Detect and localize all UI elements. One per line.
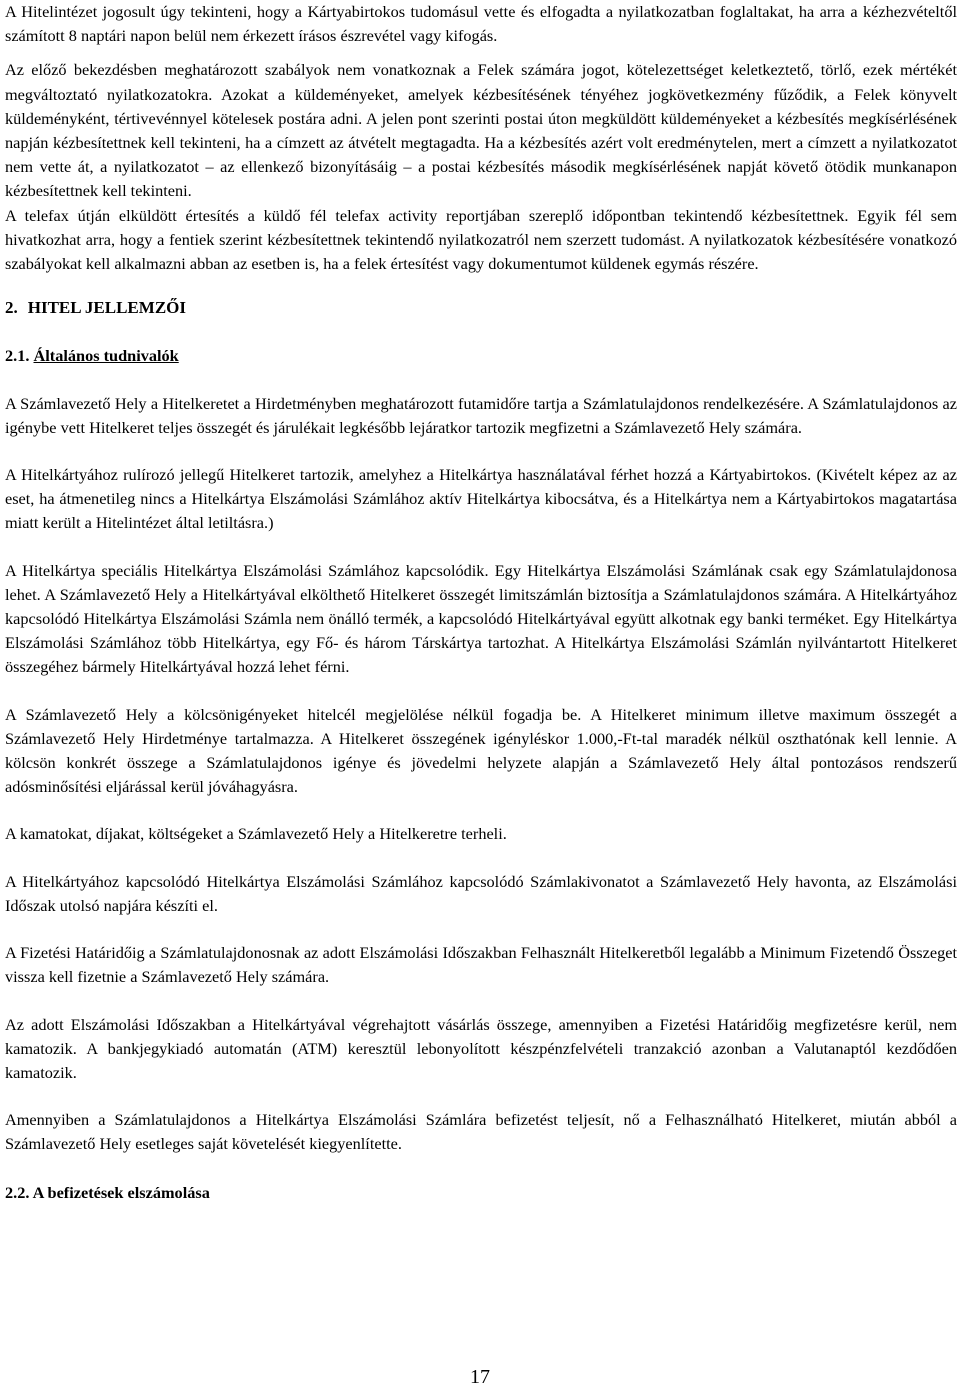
paragraph: A Hitelintézet jogosult úgy tekinteni, hogy a Kártyabirtokos tudomásul vette és elfogadta a nyilatkozatban foglaltakat, ha arra a kézhezvételtől számított 8 naptári napon belül nem érkezett írásos észrevétel vagy kifogás. bbox=[5, 2, 957, 46]
subsection-title: A befizetések elszámolása bbox=[32, 1182, 210, 1202]
paragraph: Az előző bekezdésben meghatározott szabályok nem vonatkoznak a Felek számára jogot, kötelezettséget keletkeztető, törlő, ezek mértékét megváltoztató nyilatkozatokra. Azokat a küldeményeket, amelyek kézbesítésének tényéhez jogkövetkezmény fűződik, a Felek könyvelt küldeményként, tértivevénnyel kötelesek postára adni. A jelen pont szerinti postai úton megküldött küldeményeket a kézbesítés megkísérlésének napján kézbesítettnek kell tekinteni, ha a címzett az átvételt megtagadta. Ha a kézbesítés azért volt eredménytelen, mert a címzett a nyilatkozatot nem vette át, a nyilatkozatot – az ellenkező bizonyításáig – a postai kézbesítés második megkísérlésének napját követő ötödik munkanapon kézbesítettnek kell tekinteni. bbox=[5, 60, 957, 201]
paragraph: A Fizetési Határidőig a Számlatulajdonosnak az adott Elszámolási Időszakban Felhasznált Hitelkeretből legalább a Minimum Fizetendő Összeget vissza kell fizetnie a Számlavezető Hely számára. bbox=[5, 943, 957, 987]
subsection-number: 2.2. bbox=[5, 1182, 30, 1202]
paragraph: A kamatokat, díjakat, költségeket a Számlavezető Hely a Hitelkeretre terheli. bbox=[5, 824, 507, 844]
document-page bbox=[5, 0, 957, 1205]
subsection-number: 2.1. bbox=[5, 346, 30, 366]
section-heading bbox=[5, 296, 957, 320]
paragraph: Az adott Elszámolási Időszakban a Hitelkártyával végrehajtott vásárlás összege, amennyiben a Fizetési Határidőig megfizetésre kerül, nem kamatozik. A bankjegykiadó automatán (ATM) keresztül lebonyolított készpénzfelvételi tranzakció azonban a Valutanaptól kezdődően kamatozik. bbox=[5, 1014, 957, 1082]
paragraph: A Hitelkártyához kapcsolódó Hitelkártya Elszámolási Számlához kapcsolódó Számlakivonatot a Számlavezető Hely havonta, az Elszámolási Időszak utolsó napjára készíti el. bbox=[5, 871, 957, 915]
subsection-heading bbox=[5, 344, 957, 368]
paragraph: A Hitelkártyához rulírozó jellegű Hitelkeret tartozik, amelyhez a Hitelkártya használatával férhet hozzá a Kártyabirtokos. (Kivételt képez az az eset, ha átmenetileg nincs a Hitelkártya Elszámolási Számlához aktív Hitelkártya kibocsátva, és a Hitelkártya nem a Kártyabirtokos magatartása miatt került a Hitelintézet által letiltásra.) bbox=[5, 465, 957, 533]
subsection-heading bbox=[5, 1181, 957, 1205]
section-title: HITEL JELLEMZŐI bbox=[27, 298, 186, 318]
subsection-title: Általános tudnivalók bbox=[33, 346, 179, 366]
paragraph: A Számlavezető Hely a kölcsönigényeket hitelcél megjelölése nélkül fogadja be. A Hitelkeret minimum illetve maximum összegét a Számlavezető Hely Hirdetménye tartalmazza. A Hitelkeret összegének igényléskor 1.000,-Ft-tal maradék nélkül oszthatónak kell lennie. A kölcsön konkrét összege a Számlatulajdonos igénye és jövedelmi helyzete alapján a Számlavezető Hely által pontozásos rendszerű adósminősítési eljárással kerül jóváhagyásra. bbox=[5, 704, 957, 797]
paragraph: Amennyiben a Számlatulajdonos a Hitelkártya Elszámolási Számlára befizetést teljesít, nő a Felhasználható Hitelkeret, miután abból a Számlavezető Hely esetleges saját követelését kiegyenlítette. bbox=[5, 1110, 957, 1154]
paragraph: A Számlavezető Hely a Hitelkeretet a Hirdetményben meghatározott futamidőre tartja a Számlatulajdonos rendelkezésére. A Számlatulajdonos az igénybe vett Hitelkeret teljes összegét és járulékait legkésőbb lejáratkor tartozik megfizetni a Számlavezető Hely számára. bbox=[5, 393, 957, 437]
section-number: 2. bbox=[5, 298, 18, 318]
page-number: 17 bbox=[470, 1366, 490, 1388]
paragraph: A Hitelkártya speciális Hitelkártya Elszámolási Számlához kapcsolódik. Egy Hitelkártya Elszámolási Számlának csak egy Számlatulajdonosa lehet. A Számlavezető Hely a Hitelkártyával elkölthető Hitelkeret összegét limitszámlán biztosítja a Számlatulajdonos számára. A Hitelkártyához kapcsolódó Hitelkártya Elszámolási Számla nem önálló termék, a kapcsolódó Hitelkártyával együtt alkotnak egy banki terméket. Egy Hitelkártya Elszámolási Számlához több Hitelkártya, egy Fő- és három Társkártya tartozhat. A Hitelkártya Elszámolási Számlán nyilvántartott Hitelkeret összegéhez bármely Hitelkártyával hozzá lehet férni. bbox=[5, 560, 957, 677]
paragraph: A telefax útján elküldött értesítés a küldő fél telefax activity reportjában szereplő időpontban tekintendő kézbesítettnek. Egyik fél sem hivatkozhat arra, hogy a fentiek szerint kézbesítettnek tekintendő nyilatkozatról nem szerzett tudomást. A nyilatkozatok kézbesítésére vonatkozó szabályokat kell alkalmazni abban az esetben is, ha a felek értesítést vagy dokumentumot küldenek egymás részére. bbox=[5, 205, 957, 274]
